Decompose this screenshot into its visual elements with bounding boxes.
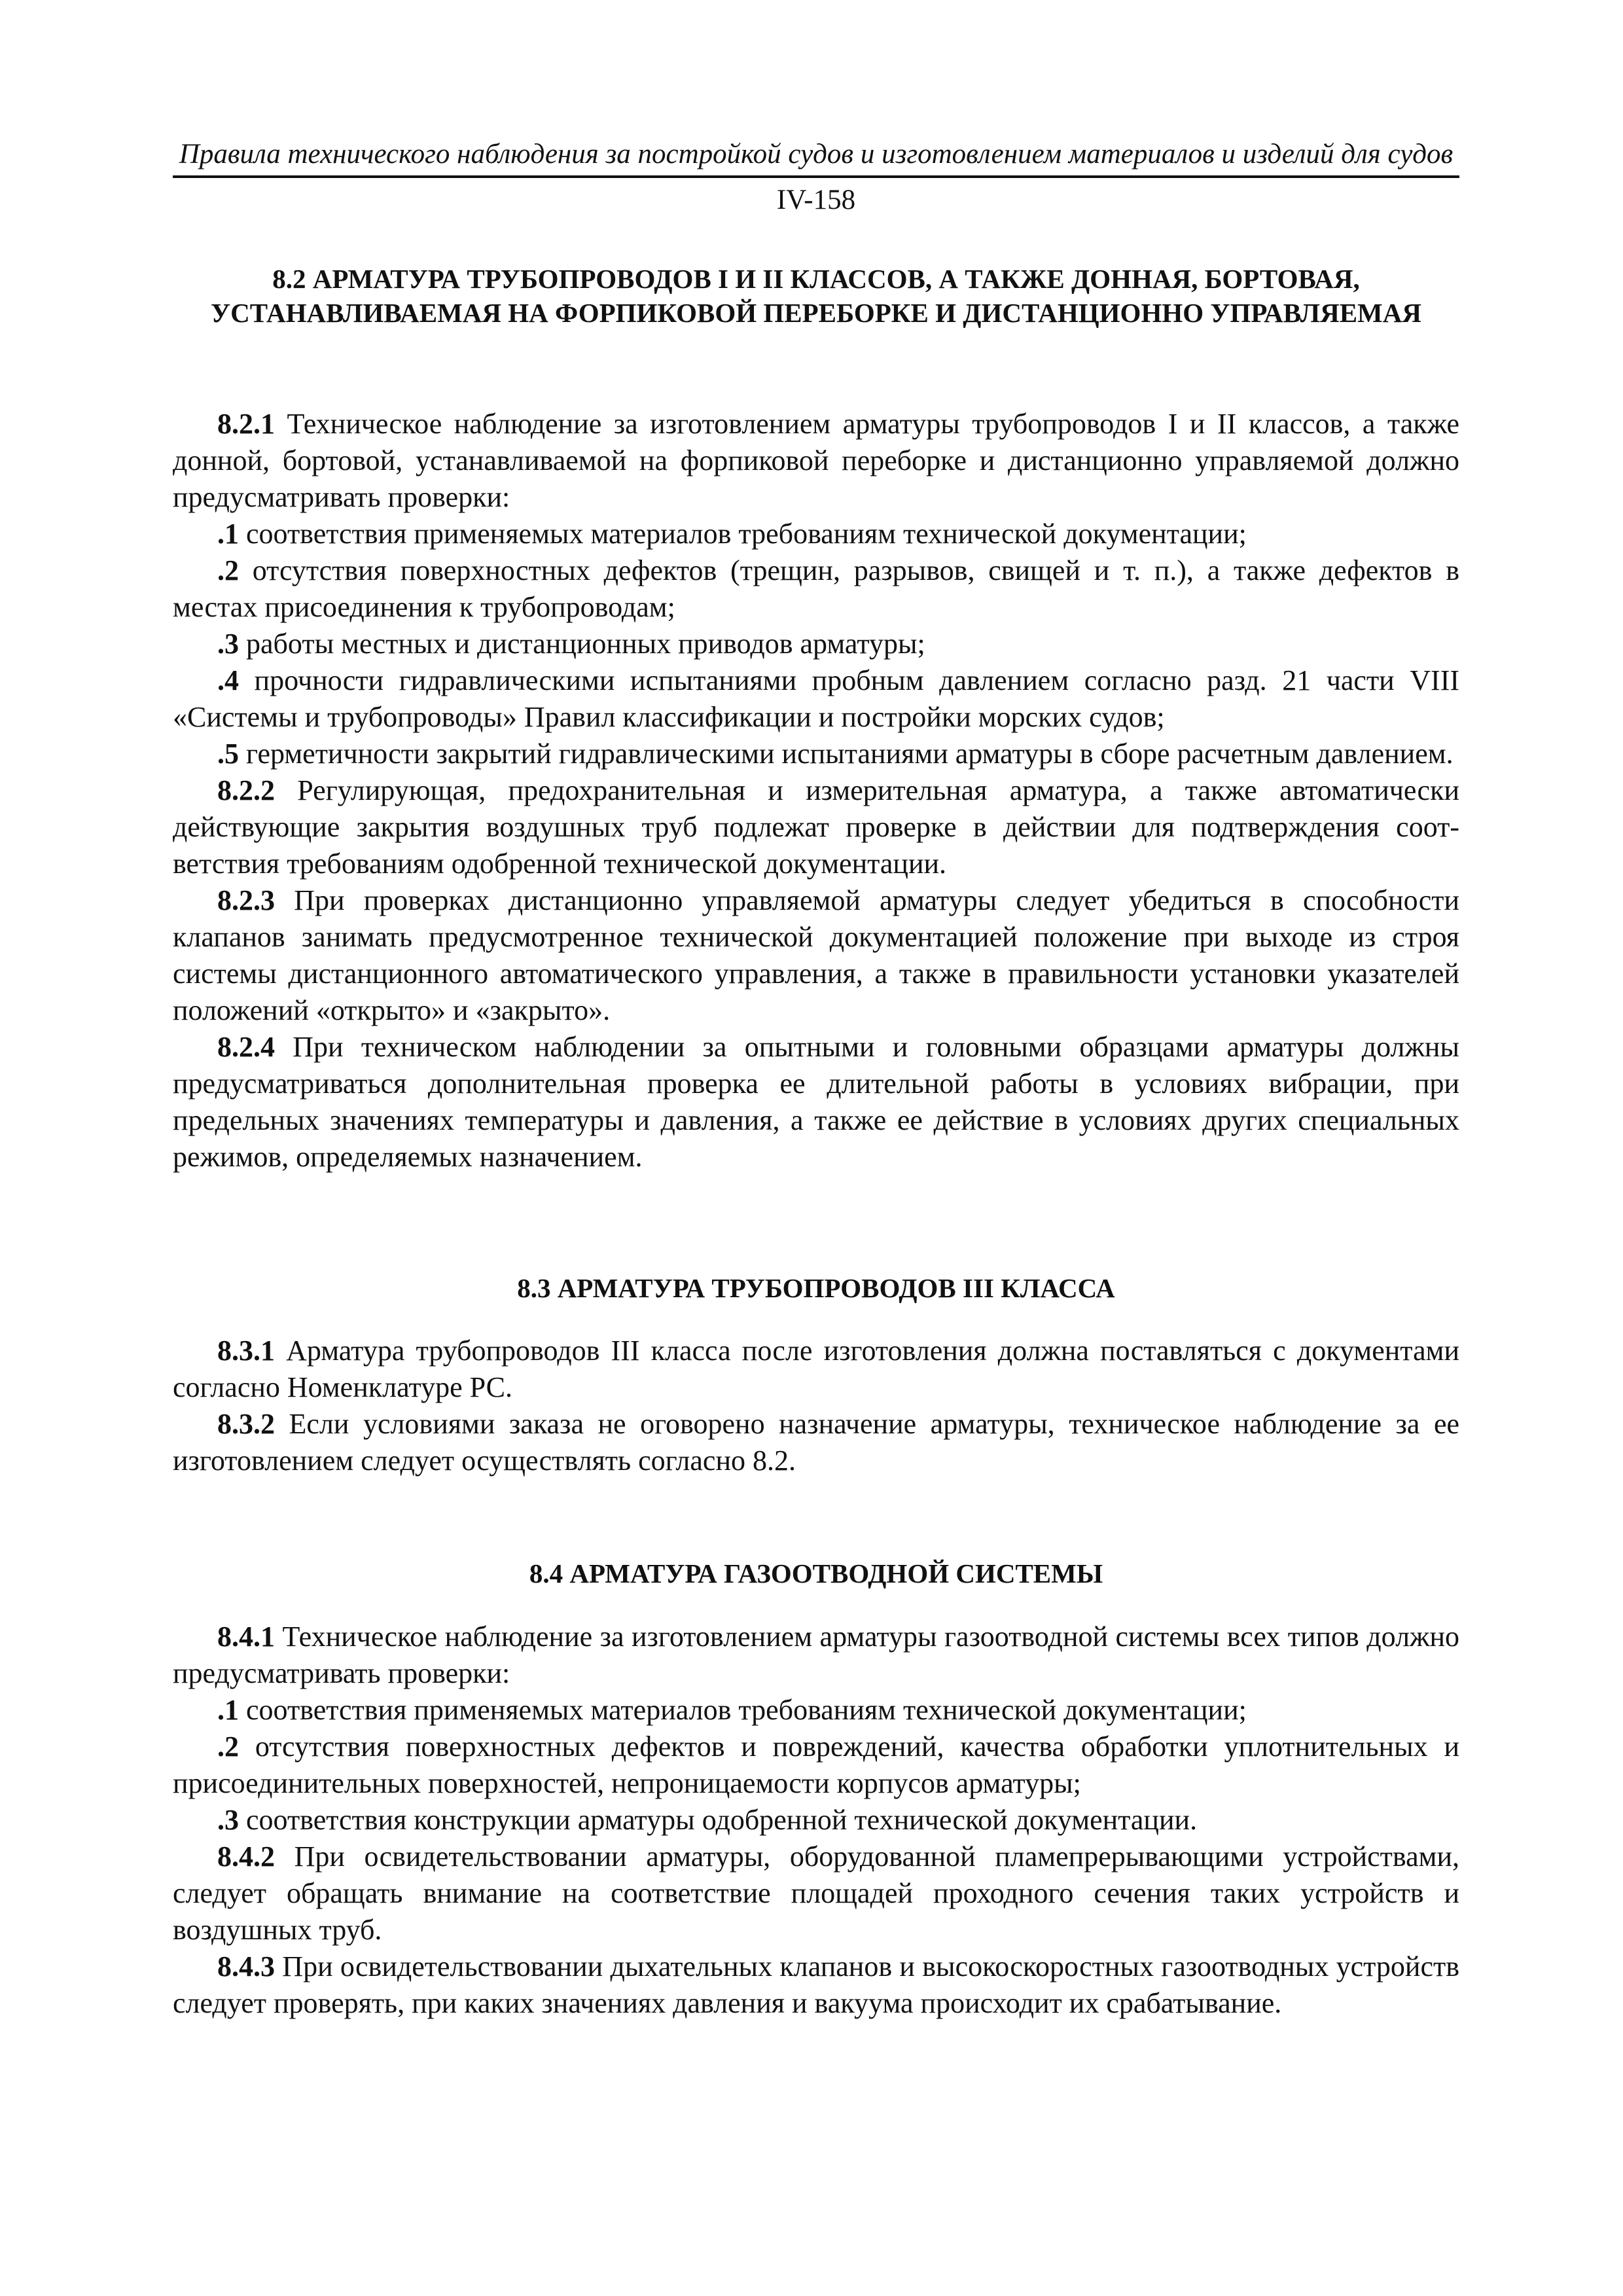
clause-text: Техническое наблюдение за изготовлением арматуры газоотводной системы всех типов должно предусматривать проверки: bbox=[173, 1621, 1459, 1689]
clause-text: соответствия применяемых материалов требованиям технической документации; bbox=[239, 1694, 1247, 1726]
clause-number: 8.2.2 bbox=[217, 774, 275, 806]
clause-number: .4 bbox=[217, 664, 239, 696]
clause-text: При освидетельствовании дыхательных клапанов и высокоскоростных газоотводных устройств следует проверять, при каких значениях давления и вакуума происходит их срабатывание. bbox=[173, 1950, 1459, 2019]
section-8-4-heading bbox=[173, 1556, 1459, 1590]
clause-8-2-1 bbox=[173, 406, 1459, 516]
clause-number: .3 bbox=[217, 628, 239, 660]
clause-8-2-3 bbox=[173, 882, 1459, 1029]
clause-number: .5 bbox=[217, 738, 239, 770]
clause-number: 8.4.3 bbox=[217, 1950, 275, 1982]
clause-text: Регулирующая, предохранительная и измерительная арматура, а также автоматически действующие закрытия воздушных труб подлежат проверке в действии для подтверждения соот-ветствия требованиям одобренной технической документации. bbox=[173, 774, 1459, 880]
clause-text: герметичности закрытий гидравлическими испытаниями арматуры в сборе расчетным давлением. bbox=[239, 738, 1454, 770]
section-title-line: 8.3 АРМАТУРА ТРУБОПРОВОДОВ III КЛАССА bbox=[517, 1273, 1115, 1303]
list-item-2 bbox=[173, 552, 1459, 626]
clause-8-3-2 bbox=[173, 1406, 1459, 1479]
clause-number: 8.2.3 bbox=[217, 884, 275, 916]
clause-number: .2 bbox=[217, 1731, 239, 1763]
clause-text: При техническом наблюдении за опытными и головными образцами арматуры должны предусматриваться дополнительная проверка ее длительной работы в условиях вибрации, при предельных значениях температуры и давления, а также ее действие в условиях других специальных режимов, определяемых назначением. bbox=[173, 1031, 1459, 1173]
clause-number: 8.2.1 bbox=[217, 408, 275, 440]
clause-8-3-1 bbox=[173, 1333, 1459, 1406]
section-8-2-heading bbox=[173, 262, 1459, 330]
clause-text: отсутствия поверхностных дефектов (трещин, разрывов, свищей и т. п.), а также дефектов в местах присоединения к трубопроводам; bbox=[173, 554, 1459, 623]
clause-text: Техническое наблюдение за изготовлением арматуры трубопроводов I и II классов, а также донной, бортовой, устанавливаемой на форпиковой переборке и дистанционно управляемой должно предусматривать проверки: bbox=[173, 408, 1459, 513]
clause-text: соответствия применяемых материалов требованиям технической документации; bbox=[239, 518, 1247, 550]
list-item-1 bbox=[173, 1692, 1459, 1729]
clause-number: .1 bbox=[217, 1694, 239, 1726]
section-8-4-body bbox=[173, 1619, 1459, 2022]
clause-number: 8.3.1 bbox=[217, 1335, 275, 1367]
section-8-3-heading bbox=[173, 1271, 1459, 1305]
clause-text: прочности гидравлическими испытаниями пробным давлением согласно разд. 21 части VIII «Системы и трубопроводы» Правил классификации и постройки морских судов; bbox=[173, 664, 1459, 733]
clause-8-2-4 bbox=[173, 1029, 1459, 1175]
clause-number: 8.2.4 bbox=[217, 1031, 275, 1063]
clause-number: .1 bbox=[217, 518, 239, 550]
section-8-2-body bbox=[173, 406, 1459, 1175]
section-title-line: УСТАНАВЛИВАЕМАЯ НА ФОРПИКОВОЙ ПЕРЕБОРКЕ И ДИСТАНЦИОННО УПРАВЛЯЕМАЯ bbox=[211, 298, 1421, 328]
clause-8-4-2 bbox=[173, 1839, 1459, 1948]
list-item-1 bbox=[173, 516, 1459, 552]
clause-text: работы местных и дистанционных приводов арматуры; bbox=[239, 628, 925, 660]
running-header-title: Правила технического наблюдения за постройкой судов и изготовлением материалов и изделий для судов bbox=[173, 137, 1459, 178]
clause-number: .2 bbox=[217, 554, 239, 586]
page-number: IV-158 bbox=[776, 185, 856, 215]
list-item-5 bbox=[173, 736, 1459, 772]
clause-text: При освидетельствовании арматуры, оборудованной пламепрерывающими устройствами, следует обращать внимание на соответствие площадей проходного сечения таких устройств и воздушных труб. bbox=[173, 1840, 1459, 1946]
clause-number: 8.3.2 bbox=[217, 1408, 275, 1440]
clause-text: Если условиями заказа не оговорено назначение арматуры, техническое наблюдение за ее изготовлением следует осуществлять согласно 8.2. bbox=[173, 1408, 1459, 1477]
section-title-line: 8.4 АРМАТУРА ГАЗООТВОДНОЙ СИСТЕМЫ bbox=[529, 1558, 1103, 1588]
clause-8-4-1 bbox=[173, 1619, 1459, 1692]
list-item-3 bbox=[173, 626, 1459, 662]
clause-8-4-3 bbox=[173, 1948, 1459, 2022]
clause-text: отсутствия поверхностных дефектов и повреждений, качества обработки уплотнительных и присоединительных поверхностей, непроницаемости корпусов арматуры; bbox=[173, 1731, 1459, 1799]
clause-text: При проверках дистанционно управляемой арматуры следует убедиться в способности клапанов занимать предусмотренное технической документацией положение при выходе из строя системы дистанционного автоматического управления, а также в правильности установки указателей положений «открыто» и «закрыто». bbox=[173, 884, 1459, 1026]
clause-number: 8.4.2 bbox=[217, 1840, 275, 1873]
section-8-3-body bbox=[173, 1333, 1459, 1479]
clause-number: .3 bbox=[217, 1804, 239, 1836]
list-item-2 bbox=[173, 1729, 1459, 1802]
section-title-line: 8.2 АРМАТУРА ТРУБОПРОВОДОВ I И II КЛАССОВ, А ТАКЖЕ ДОННАЯ, БОРТОВАЯ, bbox=[272, 264, 1360, 294]
clause-8-2-2 bbox=[173, 772, 1459, 882]
clause-number: 8.4.1 bbox=[217, 1621, 275, 1653]
clause-text: соответствия конструкции арматуры одобренной технической документации. bbox=[239, 1804, 1198, 1836]
clause-text: Арматура трубопроводов III класса после изготовления должна поставляться с документами согласно Номенклатуре РС. bbox=[173, 1335, 1459, 1403]
list-item-4 bbox=[173, 662, 1459, 736]
list-item-3 bbox=[173, 1802, 1459, 1839]
